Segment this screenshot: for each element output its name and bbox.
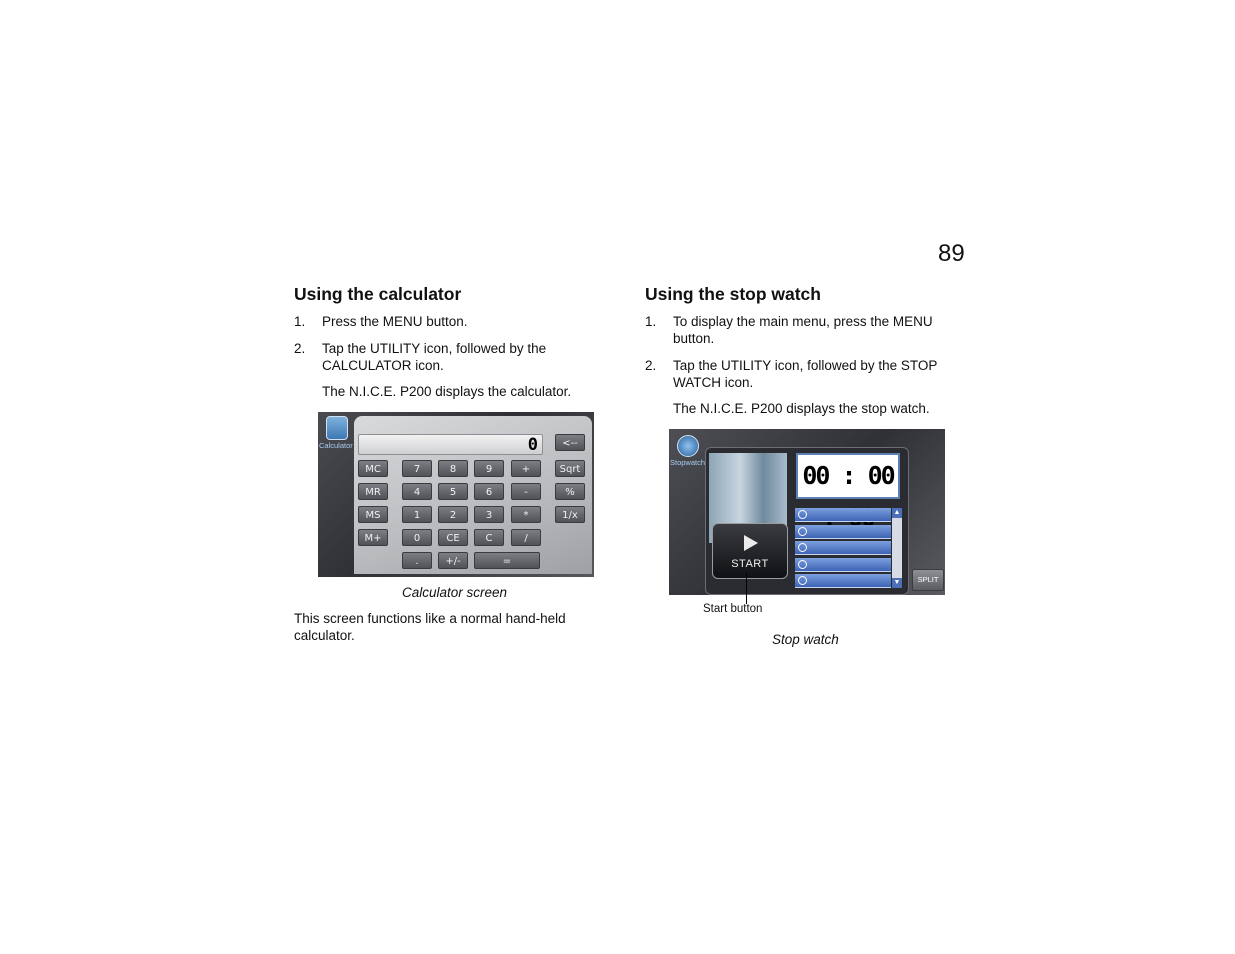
calculator-key[interactable]: 6 [474,483,504,500]
start-button[interactable] [712,523,788,579]
step-text: Tap the UTILITY icon, followed by the STOP [673,358,938,373]
calculator-key[interactable]: . [402,552,432,569]
clock-icon [798,560,807,569]
step-text: Press the MENU button. [322,314,468,329]
calculator-step-2 [294,340,594,374]
calculator-screenshot [318,412,594,577]
calculator-body-line-2: calculator. [294,628,355,643]
scroll-down-icon[interactable]: ▼ [893,579,901,586]
calculator-key[interactable]: CE [438,529,468,546]
stopwatch-app-label: Stopwatch [670,458,706,467]
step-number: 2. [294,341,306,356]
calculator-key[interactable]: <-- [555,434,585,451]
calculator-body-line-1: This screen functions like a normal hand-held [294,611,566,626]
clock-icon [798,527,807,536]
stopwatch-caption: Stop watch [772,632,839,647]
calculator-app-icon [326,416,348,440]
lap-row [795,558,891,572]
calculator-display [358,434,543,455]
start-button-callout: Start button [703,603,763,615]
scroll-up-icon[interactable]: ▲ [893,509,901,516]
calculator-key[interactable]: MR [358,483,388,500]
calculator-app-label: Calculator [319,441,353,450]
calculator-key[interactable]: 9 [474,460,504,477]
play-icon [744,535,758,551]
calculator-display-value: 0 [527,435,538,455]
lap-row [795,525,891,539]
calculator-key[interactable]: 8 [438,460,468,477]
clock-icon [798,543,807,552]
stopwatch-step-2 [645,357,955,391]
lap-row [795,508,891,522]
calculator-key[interactable]: 2 [438,506,468,523]
lap-scrollbar[interactable] [892,508,902,588]
step-text: Tap the UTILITY icon, followed by the [322,341,547,356]
clock-icon [798,576,807,585]
step-number: 2. [645,358,657,373]
lap-row [795,574,891,588]
calculator-key[interactable]: + [511,460,541,477]
step-text: CALCULATOR icon. [322,358,444,373]
calculator-caption: Calculator screen [402,585,508,600]
step-text: WATCH icon. [673,375,754,390]
calculator-result-text: The N.I.C.E. P200 displays the calculator. [322,384,572,399]
stopwatch-heading: Using the stop watch [645,284,821,304]
calculator-key[interactable]: +/- [438,552,468,569]
calculator-key[interactable]: C [474,529,504,546]
calculator-key[interactable]: MS [358,506,388,523]
lap-row [795,541,891,555]
calculator-key[interactable]: 7 [402,460,432,477]
calculator-key[interactable]: 5 [438,483,468,500]
calculator-key[interactable]: MC [358,460,388,477]
calculator-key[interactable]: 4 [402,483,432,500]
stopwatch-screenshot [669,429,945,595]
calculator-key[interactable]: * [511,506,541,523]
step-number: 1. [294,314,306,329]
calculator-step-1 [294,313,594,330]
calculator-key[interactable]: Sqrt [555,460,585,477]
step-text: To display the main menu, press the MENU [673,314,933,329]
calculator-key[interactable]: 1 [402,506,432,523]
page-number: 89 [938,240,965,267]
stopwatch-app-icon [677,435,699,457]
callout-line [746,573,747,604]
stopwatch-result-text: The N.I.C.E. P200 displays the stop watch. [673,401,930,416]
calculator-key[interactable]: % [555,483,585,500]
clock-icon [798,510,807,519]
calculator-key[interactable]: M+ [358,529,388,546]
calculator-key[interactable]: = [474,552,540,569]
calculator-key[interactable]: - [511,483,541,500]
calculator-key[interactable]: 3 [474,506,504,523]
stopwatch-time-display: 00 : 00 [796,453,900,499]
stopwatch-step-1 [645,313,955,347]
calculator-key[interactable]: 0 [402,529,432,546]
calculator-heading: Using the calculator [294,284,462,304]
step-number: 1. [645,314,657,329]
calculator-key[interactable]: 1/x [555,506,585,523]
start-button-label: START [731,558,769,570]
step-text: button. [673,331,715,346]
calculator-key[interactable]: / [511,529,541,546]
split-button[interactable]: SPLIT [912,569,944,591]
